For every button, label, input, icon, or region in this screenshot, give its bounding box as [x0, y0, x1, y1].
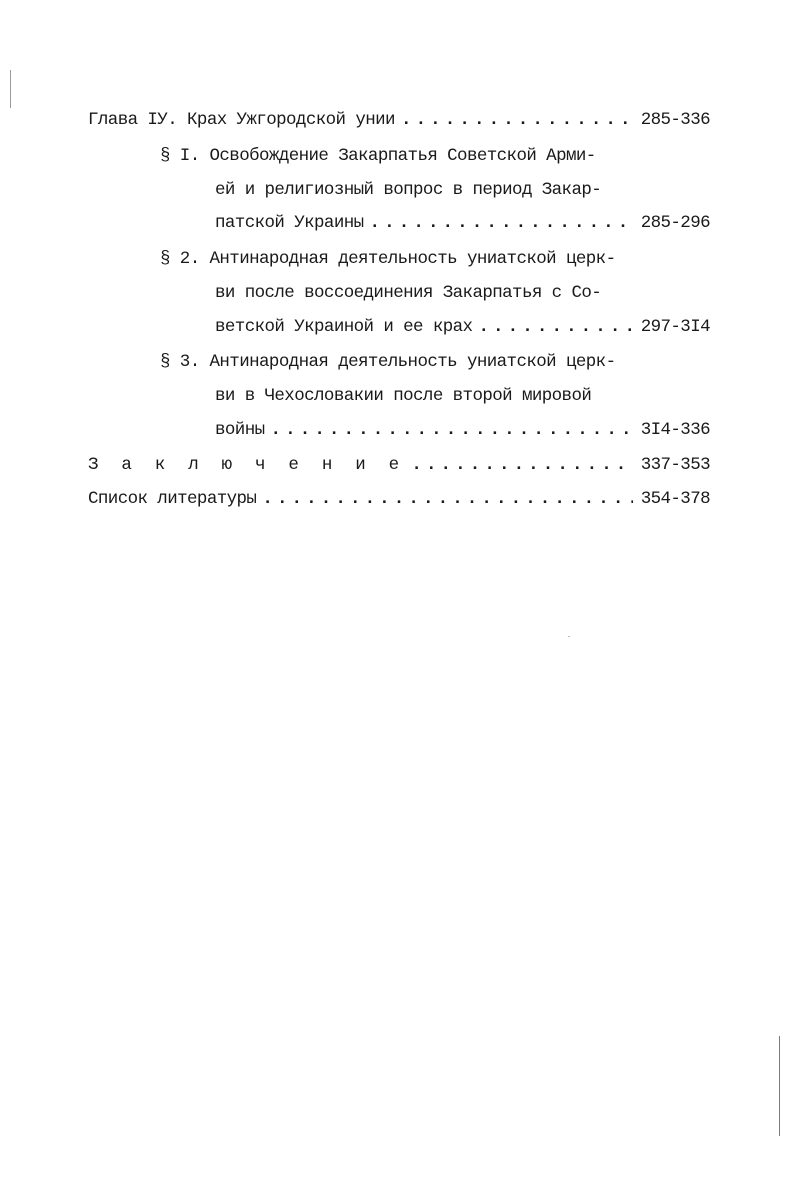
- toc-entry-bibliography: [88, 486, 710, 512]
- toc-entry-section: [215, 210, 710, 236]
- dot-leader: [401, 107, 633, 133]
- toc-entry-title: войны: [215, 420, 265, 440]
- dot-leader: [262, 486, 632, 512]
- toc-entry-section: [215, 314, 710, 340]
- toc-entry-pages: 354-378: [640, 489, 710, 509]
- scan-margin-mark: [10, 70, 11, 108]
- toc-entry-title: патской Украины: [215, 213, 364, 233]
- toc-entry-pages: 285-336: [640, 110, 710, 130]
- toc-entry-pages: 285-296: [640, 213, 710, 233]
- toc-entry-title: Глава IУ. Крах Ужгородской унии: [88, 110, 395, 130]
- toc-section-line: § 3. Антинародная деятельность униатской церк-: [160, 352, 616, 372]
- scan-margin-mark: [779, 1036, 780, 1136]
- toc-entry-chapter: [88, 107, 710, 133]
- dot-leader: [271, 417, 633, 443]
- toc-entry-title: З а к л ю ч е н и е: [88, 455, 406, 475]
- dot-leader: [478, 314, 632, 340]
- toc-entry-pages: 3I4-336: [640, 420, 710, 440]
- toc-section-line: § I. Освобождение Закарпатья Советской Арми-: [160, 146, 596, 166]
- toc-entry-conclusion: [88, 452, 710, 478]
- dot-leader: [370, 210, 633, 236]
- toc-entry-pages: 337-353: [640, 455, 710, 475]
- toc-section-line: § 2. Антинародная деятельность униатской церк-: [160, 249, 616, 269]
- toc-entry-section: [215, 417, 710, 443]
- toc-entry-title: ветской Украиной и ее крах: [215, 317, 473, 337]
- scan-speck: [568, 636, 570, 637]
- toc-entry-pages: 297-3I4: [640, 317, 710, 337]
- dot-leader: [411, 452, 632, 478]
- toc-section-line: ви в Чехословакии после второй мировой: [215, 386, 592, 406]
- toc-section-line: ви после воссоединения Закарпатья с Со-: [215, 283, 602, 303]
- toc-section-line: ей и религиозный вопрос в период Закар-: [215, 180, 602, 200]
- toc-entry-title: Список литературы: [88, 489, 257, 509]
